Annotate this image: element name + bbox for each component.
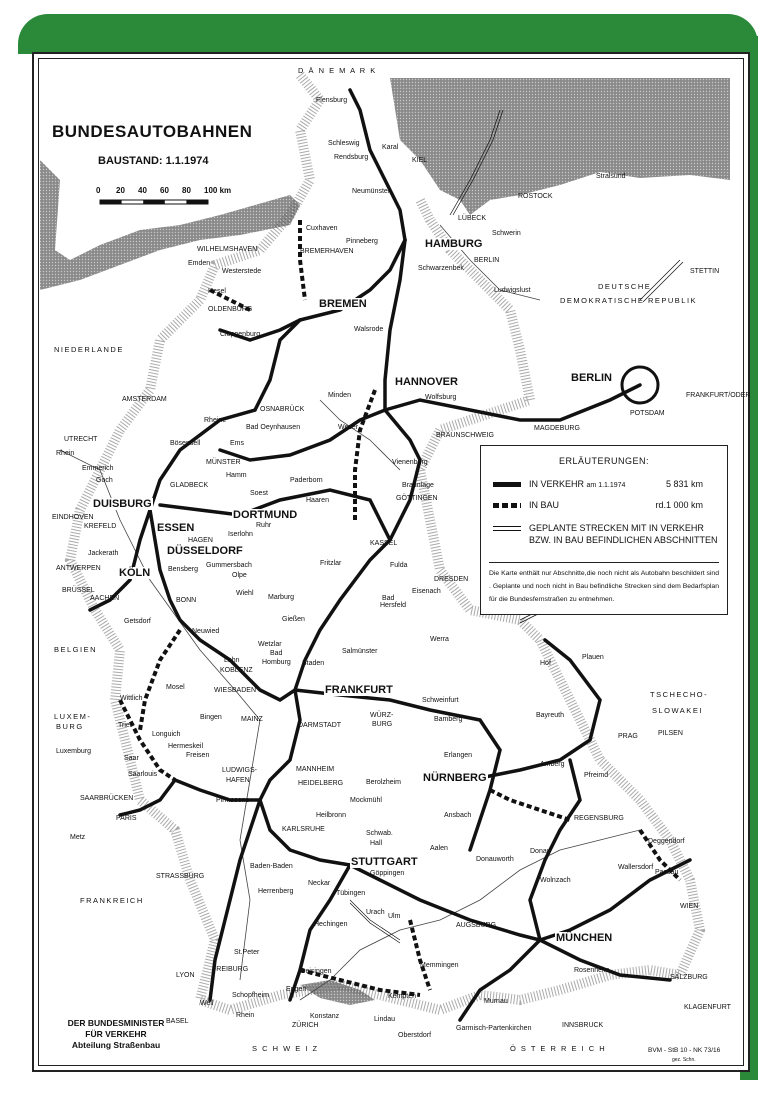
place: Ruhr <box>256 522 272 529</box>
city-essen: ESSEN <box>157 522 195 534</box>
place: Westerstede <box>222 268 262 275</box>
legend-heading: ERLÄUTERUNGEN: <box>558 456 649 466</box>
place: Kempten <box>388 993 417 1000</box>
place: Paderborn <box>290 477 323 484</box>
place: HAGEN <box>188 537 213 544</box>
place: Braunlage <box>402 482 434 489</box>
place: GLADBECK <box>170 482 209 489</box>
place: Berolzheim <box>366 779 402 786</box>
city-duesseldorf: DÜSSELDORF <box>167 545 243 557</box>
place: Amberg <box>540 761 565 768</box>
place: Fulda <box>390 562 408 569</box>
place: Gummersbach <box>206 562 252 569</box>
city-nuernberg: NÜRNBERG <box>423 772 487 784</box>
place: Haaren <box>306 497 329 504</box>
place: MÜNSTER <box>206 459 241 466</box>
place: Iserlohn <box>228 531 253 538</box>
place: Cloppenburg <box>220 331 261 338</box>
place: Urach <box>366 909 385 916</box>
place: OSNABRÜCK <box>260 406 305 413</box>
document-code-small: gez. Schn. <box>672 1057 696 1063</box>
place: Schwab. <box>366 830 393 837</box>
place: WIESBADEN <box>214 687 257 694</box>
place: Goch <box>96 477 113 484</box>
place: Weil <box>200 1000 214 1007</box>
country-tschecho-2: SLOWAKEI <box>652 706 703 715</box>
scale-tick: 40 <box>138 186 147 195</box>
place: Pirmasens <box>216 797 250 804</box>
place: Jackerath <box>88 550 119 557</box>
place: Bayreuth <box>536 712 565 719</box>
city-muenchen: MÜNCHEN <box>556 932 613 944</box>
place: EINDHOVEN <box>52 514 94 521</box>
country-daenemark: D Ä N E M A R K <box>298 66 377 75</box>
place: Göppingen <box>370 870 405 877</box>
baltic-sea <box>390 78 730 215</box>
place: St.Peter <box>234 949 260 956</box>
country-belgien: BELGIEN <box>54 645 98 654</box>
place: Schwarzenbek <box>418 265 464 272</box>
place: Neckar <box>308 880 331 887</box>
place: Lahn <box>224 657 240 664</box>
legend-box <box>480 445 728 615</box>
place: Bad <box>382 595 395 602</box>
place: PRAG <box>618 733 638 740</box>
place: Hall <box>370 840 383 847</box>
place: HEIDELBERG <box>298 780 344 787</box>
place: PARIS <box>116 815 137 822</box>
place: LÜBECK <box>458 215 487 222</box>
place: Bensberg <box>168 566 198 573</box>
place: Konstanz <box>310 1013 340 1020</box>
place: Homburg <box>262 659 291 666</box>
place: Saarlouis <box>128 771 158 778</box>
place: KIEL <box>412 157 428 164</box>
place: ROSTOCK <box>518 193 553 200</box>
scale-tick: 0 <box>96 186 101 195</box>
place: MANNHEIM <box>296 766 335 773</box>
place: AMSTERDAM <box>122 396 167 403</box>
country-oesterreich: Ö S T E R R E I C H <box>510 1044 607 1053</box>
place: Bösensell <box>170 440 201 447</box>
place: Flensburg <box>316 97 348 104</box>
place: Tübingen <box>336 890 366 897</box>
place: WÜRZ- <box>370 712 394 719</box>
scale-tick: 100 km <box>204 186 232 195</box>
place: Trier <box>118 722 133 729</box>
scale-tick: 60 <box>160 186 169 195</box>
country-ddr-1: DEUTSCHE <box>598 282 652 291</box>
place: Freisen <box>186 752 210 759</box>
place: Rhein <box>56 450 75 457</box>
place: Memmingen <box>420 962 459 969</box>
place: Wolfsburg <box>425 394 457 401</box>
place: REGENSBURG <box>574 815 624 822</box>
place: BASEL <box>166 1018 189 1025</box>
place: Cuxhaven <box>306 225 338 232</box>
swatch-in-bau <box>493 503 521 508</box>
place: Mockmühl <box>350 797 382 804</box>
place: Hechingen <box>314 921 348 928</box>
place: Wallersdorf <box>618 864 654 871</box>
place: BRÜSSEL <box>62 587 95 594</box>
place: Soest <box>250 490 268 497</box>
place: Baden-Baden <box>250 863 293 870</box>
place: Bamberg <box>434 716 463 723</box>
place: Hermeskeil <box>168 743 204 750</box>
place: Gießen <box>282 616 305 623</box>
place: Hesel <box>208 288 226 295</box>
place: KREFELD <box>84 523 117 530</box>
place: Schweinfurt <box>422 697 459 704</box>
publisher: DER BUNDESMINISTER FÜR VERKEHR Abteilung Straßenbau <box>67 1018 165 1050</box>
country-luxemburg-2: BURG <box>56 722 84 731</box>
place: FRANKFURT/ODER <box>686 392 751 399</box>
country-niederlande: NIEDERLANDE <box>54 345 124 354</box>
document-code: BVM - StB 10 - NK 73/16 <box>648 1047 721 1054</box>
place: Rosenheim <box>574 967 610 974</box>
legend-row-in-bau <box>489 499 719 513</box>
legend-value: rd.1 000 km <box>655 500 703 510</box>
scale-bar <box>100 200 208 204</box>
city-hamburg: HAMBURG <box>425 238 483 250</box>
place: Donau <box>530 848 551 855</box>
place: Walsrode <box>354 326 384 333</box>
place: Bad Oeynhausen <box>246 424 301 431</box>
city-koeln: KÖLN <box>119 567 151 579</box>
place: Pfreimd <box>584 772 609 779</box>
place: DRESDEN <box>434 576 469 583</box>
place: Saar <box>124 755 139 762</box>
place: Hamm <box>226 472 247 479</box>
place: Lindau <box>374 1016 396 1023</box>
place: Ulm <box>388 913 401 920</box>
place: Minden <box>328 392 351 399</box>
place: Longuich <box>152 731 181 738</box>
country-luxemburg-1: LUXEM- <box>54 712 92 721</box>
place: Marburg <box>268 594 295 601</box>
place: Engen <box>286 986 307 993</box>
place: HAFEN <box>226 777 250 784</box>
place: Garmisch-Partenkirchen <box>456 1025 532 1032</box>
place: Metz <box>70 834 86 841</box>
place: KARLSRUHE <box>282 826 325 833</box>
city-hannover: HANNOVER <box>395 376 458 388</box>
place: DARMSTADT <box>298 722 342 729</box>
place: Staden <box>302 660 325 667</box>
legend-value: 5 831 km <box>665 479 703 489</box>
place: UTRECHT <box>64 436 98 443</box>
place: Wolnzach <box>540 877 571 884</box>
place: Fritzlar <box>320 560 342 567</box>
place: Pinneberg <box>346 238 378 245</box>
place: ANTWERPEN <box>56 565 101 572</box>
place: Plauen <box>582 654 604 661</box>
place: STETTIN <box>690 268 720 275</box>
place: Schopfheim <box>232 992 269 999</box>
place: Erlangen <box>444 752 473 759</box>
place: Geisingen <box>300 968 332 975</box>
place: Ems <box>230 440 244 447</box>
legend-row-geplant <box>489 522 719 550</box>
place: AUGSBURG <box>456 922 497 929</box>
place: Ansbach <box>444 812 472 819</box>
place: LUDWIGS- <box>222 767 257 774</box>
place: Rheine <box>204 417 227 424</box>
place: Schwerin <box>492 230 521 237</box>
scale-tick: 20 <box>116 186 125 195</box>
legend-label: GEPLANTE STRECKEN MIT IN VERKEHR <box>529 523 704 533</box>
map-subtitle: BAUSTAND: 1.1.1974 <box>98 155 209 167</box>
place: Passau <box>655 869 679 876</box>
place: Emden <box>188 260 211 267</box>
city-berlin: BERLIN <box>571 372 612 384</box>
place: AACHEN <box>90 595 120 602</box>
legend-label: BZW. IN BAU BEFINDLICHEN ABSCHNITTEN <box>529 535 718 545</box>
place: Wittlich <box>120 695 143 702</box>
place: Heilbronn <box>316 812 346 819</box>
map-title: BUNDESAUTOBAHNEN <box>52 122 253 141</box>
place: Rendsburg <box>334 154 369 161</box>
country-ddr-2: DEMOKRATISCHE REPUBLIK <box>560 296 698 305</box>
legend-row-in-verkehr <box>489 478 719 492</box>
place: LYON <box>176 972 195 979</box>
place: Deggendorf <box>648 838 685 845</box>
place: Bad <box>270 650 283 657</box>
place: Eisenach <box>412 588 441 595</box>
place: Karal <box>382 144 399 151</box>
scale-tick: 80 <box>182 186 191 195</box>
place: SALZBURG <box>670 974 708 981</box>
place: Werra <box>430 636 449 643</box>
place: Aalen <box>430 845 448 852</box>
place: Weser <box>338 424 359 431</box>
city-duisburg: DUISBURG <box>93 498 152 510</box>
country-frankreich: FRANKREICH <box>80 896 144 905</box>
place: Mosel <box>166 684 185 691</box>
place: Oberstdorf <box>398 1032 432 1039</box>
place: GÖTTINGEN <box>396 495 438 502</box>
place: Vienenburg <box>392 459 428 466</box>
legend-label: IN VERKEHR am 1.1.1974 <box>529 479 626 489</box>
place: ZÜRICH <box>292 1022 319 1029</box>
legend-label: IN BAU <box>529 500 560 510</box>
legend-note: Die Karte enthält nur Abschnitte,die noch nicht als Autobahn beschildert sind . Geplante und noch nicht in Bau befindliche Strecken sind dem Bedarfsplan für die Bundesfernstraßen zu entnehmen. <box>489 562 719 606</box>
place: BREMERHAVEN <box>300 248 354 255</box>
place: Wiehl <box>236 590 254 597</box>
place: Wetzlar <box>258 641 282 648</box>
place: MAGDEBURG <box>534 425 580 432</box>
place: POTSDAM <box>630 410 665 417</box>
place: Hof <box>540 660 551 667</box>
country-schweiz: S C H W E I Z <box>252 1044 319 1053</box>
swatch-in-verkehr <box>493 482 521 487</box>
swatch-geplant <box>493 526 521 531</box>
place: Neuwied <box>192 628 220 635</box>
place: Stralsund <box>596 173 626 180</box>
place: Olpe <box>232 572 247 579</box>
place: BONN <box>176 597 197 604</box>
place: STRASSBURG <box>156 873 205 880</box>
place: KASSEL <box>370 540 398 547</box>
place: Hersfeld <box>380 602 407 609</box>
place: Salmünster <box>342 648 378 655</box>
place: FREIBURG <box>212 966 249 973</box>
place: BRAUNSCHWEIG <box>436 432 494 439</box>
place: Getsdorf <box>124 618 151 625</box>
place: KLAGENFURT <box>684 1004 731 1011</box>
place: Luxemburg <box>56 748 92 755</box>
place: Schleswig <box>328 140 360 147</box>
place: Rhein <box>236 1012 255 1019</box>
place: BURG <box>372 721 393 728</box>
place: Emmerich <box>82 465 114 472</box>
place: Donauworth <box>476 856 514 863</box>
city-dortmund: DORTMUND <box>233 509 298 521</box>
place: PILSEN <box>658 730 683 737</box>
place: WILHELMSHAVEN <box>197 246 258 253</box>
place: KOBLENZ <box>220 667 253 674</box>
place: Ludwigslust <box>494 287 531 294</box>
country-tschecho-1: TSCHECHO- <box>650 690 709 699</box>
place: BERLIN <box>474 257 500 264</box>
place: OLDENBURG <box>208 306 253 313</box>
city-bremen: BREMEN <box>319 298 367 310</box>
place: WIEN <box>680 903 699 910</box>
place: Neumünster <box>352 188 391 195</box>
place: MAINZ <box>241 716 263 723</box>
place: Bingen <box>200 714 222 721</box>
place: Herrenberg <box>258 888 294 895</box>
place: SAARBRÜCKEN <box>80 795 134 802</box>
place: Murnau <box>484 998 508 1005</box>
city-stuttgart: STUTTGART <box>351 856 418 868</box>
city-frankfurt: FRANKFURT <box>325 684 393 696</box>
place: INNSBRUCK <box>562 1022 604 1029</box>
